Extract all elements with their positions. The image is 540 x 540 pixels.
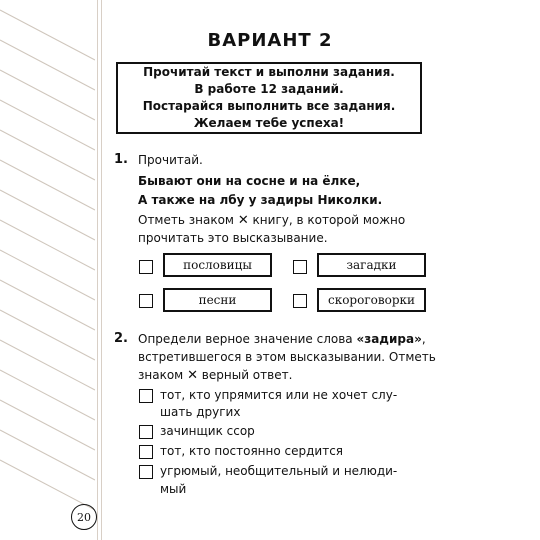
option-box-tongue-twisters: скороговорки [317,288,426,312]
task1-instruction [138,213,405,228]
instruction-text: Отметь знаком [138,213,234,227]
task2-text: верный ответ. [201,368,293,382]
task1-number: 1. [114,152,128,167]
option-checkbox[interactable] [139,294,153,308]
intro-box [116,62,422,134]
task2-text: знаком [138,368,184,382]
task2-line [138,368,292,383]
answer-text: тот, кто постоянно сердится [160,444,344,458]
answer-checkbox[interactable] [139,465,153,479]
margin-line [97,0,98,540]
answer-text: тот, кто упрямится или не хочет слу- [160,388,398,402]
page-title: ВАРИАНТ 2 [207,30,333,51]
answer-text: шать других [160,405,241,419]
margin-hatching [0,0,95,540]
answer-text: угрюмый, необщительный и нелюди- [160,464,398,478]
task2-line: встретившегося в этом высказывании. Отметь [138,350,436,364]
intro-line: Желаем тебе успеха! [193,116,345,130]
margin-line [101,0,102,540]
instruction-text: книгу, в которой можно [252,213,406,227]
task2-text: Определи верное значение слова [138,332,357,346]
page-number: 20 [71,504,97,530]
option-box-proverbs: пословицы [163,253,272,277]
task2-number: 2. [114,331,128,346]
task2-text: , [421,332,426,346]
answer-checkbox[interactable] [139,425,153,439]
answer-text: зачинщик ссор [160,424,255,438]
task1-verse-line: Бывают они на сосне и на ёлке, [138,174,361,188]
cross-mark-icon: ✕ [187,368,198,383]
task1-instruction: прочитать это высказывание. [138,231,328,245]
task1-verse-line: А также на лбу у задиры Николки. [138,193,383,207]
option-checkbox[interactable] [293,260,307,274]
intro-line: Постарайся выполнить все задания. [142,99,396,113]
cross-mark-icon: ✕ [237,213,249,228]
option-box-riddles: загадки [317,253,426,277]
option-box-songs: песни [163,288,272,312]
answer-text: мый [160,482,187,496]
option-checkbox[interactable] [139,260,153,274]
answer-checkbox[interactable] [139,445,153,459]
intro-line: Прочитай текст и выполни задания. [143,65,395,79]
task1-prompt: Прочитай. [138,153,203,167]
option-checkbox[interactable] [293,294,307,308]
answer-checkbox[interactable] [139,389,153,403]
task2-line [138,332,426,346]
task2-keyword: «задира» [356,332,422,346]
intro-line: В работе 12 заданий. [194,82,344,96]
